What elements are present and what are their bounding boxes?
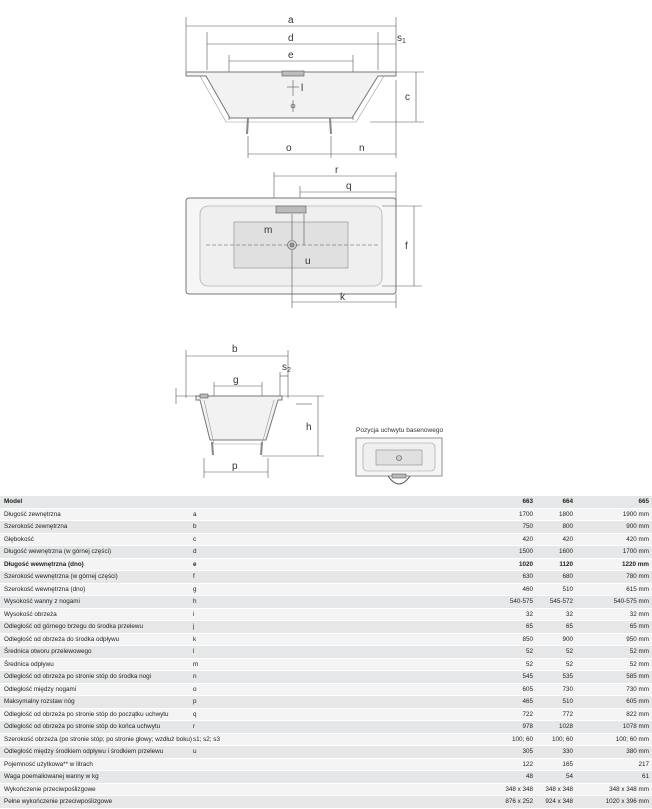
row-value-665: 1700 mm <box>573 546 652 559</box>
row-symbol: s1; s2; s3 <box>193 733 493 746</box>
label-s2: $s_2$ <box>282 362 291 374</box>
label-o: o <box>286 143 292 154</box>
row-name: Szerokość zewnętrzna <box>0 521 193 534</box>
row-value-663: 48 <box>493 771 533 784</box>
row-value-663: 750 <box>493 521 533 534</box>
row-name: Odległość od obrzeża po stronie stóp do początku uchwytu <box>0 708 193 721</box>
row-name: Szerokość wewnętrzna (w górnej części) <box>0 571 193 584</box>
row-value-664: 900 <box>533 633 573 646</box>
row-value-663: 850 <box>493 633 533 646</box>
row-symbol: r <box>193 721 493 734</box>
table-row <box>0 508 652 521</box>
row-value-664: 1120 <box>533 558 573 571</box>
handle-position-inset <box>356 438 442 484</box>
row-value-664: 100; 60 <box>533 733 573 746</box>
row-symbol: a <box>193 508 493 521</box>
row-value-665: 615 mm <box>573 583 652 596</box>
table-row <box>0 558 652 571</box>
row-value-665: 822 mm <box>573 708 652 721</box>
row-symbol: l <box>193 646 493 659</box>
row-value-665: 217 <box>573 758 652 771</box>
label-m: m <box>264 225 273 236</box>
row-value-664: 730 <box>533 683 573 696</box>
row-value-664: 52 <box>533 646 573 659</box>
row-symbol: j <box>193 621 493 634</box>
row-symbol: h <box>193 596 493 609</box>
row-name: Maksymalny rozstaw nóg <box>0 696 193 709</box>
row-name: Wysokość obrzeża <box>0 608 193 621</box>
row-value-663: 605 <box>493 683 533 696</box>
row-name: Wykończenie przeciwpoślizgowe <box>0 783 193 796</box>
label-q: q <box>346 181 352 192</box>
row-value-663: 32 <box>493 608 533 621</box>
row-symbol: d <box>193 546 493 559</box>
row-value-663: 420 <box>493 533 533 546</box>
row-name: Szerokość wewnętrzna (dno) <box>0 583 193 596</box>
row-symbol: o <box>193 683 493 696</box>
end-elevation-view <box>176 350 324 478</box>
label-s1: $s_1$ <box>397 33 406 45</box>
label-k: k <box>340 292 345 303</box>
table-row <box>0 533 652 546</box>
row-value-665: 730 mm <box>573 683 652 696</box>
row-name: Długość zewnętrzna <box>0 508 193 521</box>
row-value-664: 65 <box>533 621 573 634</box>
handle-position-caption: Pozycja uchwytu basenowego <box>356 427 444 434</box>
label-b: b <box>232 344 238 355</box>
row-value-665: 52 mm <box>573 646 652 659</box>
row-value-664: 1800 <box>533 508 573 521</box>
row-value-665: 1020 x 396 mm <box>573 796 652 809</box>
row-symbol <box>193 771 493 784</box>
row-value-665: 65 mm <box>573 621 652 634</box>
label-n: n <box>359 143 365 154</box>
row-value-664: 1600 <box>533 546 573 559</box>
row-name: Odległość między nogami <box>0 683 193 696</box>
label-c: c <box>405 92 410 103</box>
specification-table <box>0 496 652 809</box>
row-name: Wysokość wanny z nogami <box>0 596 193 609</box>
table-header-row <box>0 496 652 508</box>
table-row <box>0 796 652 809</box>
row-value-665: 61 <box>573 771 652 784</box>
row-value-663: 65 <box>493 621 533 634</box>
table-row <box>0 721 652 734</box>
row-name: Średnica otworu przelewowego <box>0 646 193 659</box>
row-symbol: k <box>193 633 493 646</box>
row-value-664: 924 x 348 <box>533 796 573 809</box>
row-symbol: u <box>193 746 493 759</box>
header-model-665: 665 <box>573 496 652 508</box>
row-value-663: 540-575 <box>493 596 533 609</box>
row-value-665: 950 mm <box>573 633 652 646</box>
table-row <box>0 633 652 646</box>
header-model-664: 664 <box>533 496 573 508</box>
table-row <box>0 608 652 621</box>
table-row <box>0 621 652 634</box>
table-row <box>0 521 652 534</box>
row-value-663: 1020 <box>493 558 533 571</box>
row-value-664: 772 <box>533 708 573 721</box>
row-name: Odległość od obrzeża po stronie stóp do końca uchwytu <box>0 721 193 734</box>
plan-view <box>186 172 422 308</box>
side-elevation-view <box>186 17 424 158</box>
table-row <box>0 683 652 696</box>
table-row <box>0 571 652 584</box>
row-symbol: p <box>193 696 493 709</box>
label-u: u <box>305 256 311 267</box>
label-a: a <box>288 15 294 26</box>
table-row <box>0 746 652 759</box>
label-g: g <box>233 375 239 386</box>
row-name: Szerokość obrzeża (po stronie stóp; po stronie głowy; wzdłuż boku) <box>0 733 193 746</box>
row-value-665: 780 mm <box>573 571 652 584</box>
row-value-663: 1500 <box>493 546 533 559</box>
row-name: Odległość od obrzeża po stronie stóp do środka nogi <box>0 671 193 684</box>
row-value-664: 348 x 348 <box>533 783 573 796</box>
row-value-663: 978 <box>493 721 533 734</box>
row-value-665: 1078 mm <box>573 721 652 734</box>
row-name: Waga poemaliowanej wanny w kg <box>0 771 193 784</box>
label-p: p <box>232 461 238 472</box>
row-value-663: 52 <box>493 658 533 671</box>
row-value-664: 52 <box>533 658 573 671</box>
label-d: d <box>288 33 294 44</box>
row-name: Odległość od obrzeża do środka odpływu <box>0 633 193 646</box>
label-r: r <box>335 165 339 176</box>
row-value-665: 605 mm <box>573 696 652 709</box>
row-value-664: 545-572 <box>533 596 573 609</box>
row-symbol: m <box>193 658 493 671</box>
table-row <box>0 646 652 659</box>
row-symbol <box>193 796 493 809</box>
row-symbol: b <box>193 521 493 534</box>
row-value-665: 380 mm <box>573 746 652 759</box>
row-symbol: i <box>193 608 493 621</box>
row-name: Średnica odpływu <box>0 658 193 671</box>
row-symbol <box>193 758 493 771</box>
row-value-665: 1220 mm <box>573 558 652 571</box>
row-value-663: 1700 <box>493 508 533 521</box>
table-row <box>0 596 652 609</box>
row-value-663: 630 <box>493 571 533 584</box>
label-l: l <box>301 83 304 94</box>
row-value-664: 32 <box>533 608 573 621</box>
row-value-664: 800 <box>533 521 573 534</box>
row-name: Odległość od górnego brzegu do środka przelewu <box>0 621 193 634</box>
row-name: Długość wewnętrzna (w górnej części) <box>0 546 193 559</box>
row-value-664: 165 <box>533 758 573 771</box>
table-row <box>0 658 652 671</box>
row-value-663: 722 <box>493 708 533 721</box>
label-f: f <box>405 241 408 252</box>
row-symbol: g <box>193 583 493 596</box>
label-h: h <box>306 422 312 433</box>
row-value-664: 420 <box>533 533 573 546</box>
header-model-663: 663 <box>493 496 533 508</box>
table-row <box>0 771 652 784</box>
row-symbol: c <box>193 533 493 546</box>
row-value-663: 465 <box>493 696 533 709</box>
table-row <box>0 708 652 721</box>
table-row <box>0 733 652 746</box>
table-row <box>0 583 652 596</box>
table-row <box>0 546 652 559</box>
row-value-664: 680 <box>533 571 573 584</box>
row-symbol: e <box>193 558 493 571</box>
row-value-663: 52 <box>493 646 533 659</box>
row-value-663: 348 x 348 <box>493 783 533 796</box>
table-row <box>0 783 652 796</box>
row-name: Pełne wykończenie przeciwpoślizgowe <box>0 796 193 809</box>
row-value-664: 1028 <box>533 721 573 734</box>
row-value-665: 420 mm <box>573 533 652 546</box>
row-name: Odległość między środkiem odpływu i środkiem przelewu <box>0 746 193 759</box>
row-name: Długość wewnętrzna (dno) <box>0 558 193 571</box>
row-value-665: 540-575 mm <box>573 596 652 609</box>
row-value-664: 510 <box>533 696 573 709</box>
table-row <box>0 671 652 684</box>
row-symbol: n <box>193 671 493 684</box>
row-value-663: 122 <box>493 758 533 771</box>
row-name: Pojemność użytkowa** w litrach <box>0 758 193 771</box>
row-value-663: 460 <box>493 583 533 596</box>
row-value-665: 52 mm <box>573 658 652 671</box>
row-symbol <box>193 783 493 796</box>
row-value-665: 900 mm <box>573 521 652 534</box>
label-e: e <box>288 50 294 61</box>
row-value-663: 876 x 252 <box>493 796 533 809</box>
row-value-665: 32 mm <box>573 608 652 621</box>
row-name: Głębokość <box>0 533 193 546</box>
table-row <box>0 696 652 709</box>
row-value-664: 535 <box>533 671 573 684</box>
header-model: Model <box>0 496 193 508</box>
row-symbol: q <box>193 708 493 721</box>
row-value-664: 330 <box>533 746 573 759</box>
row-value-665: 1900 mm <box>573 508 652 521</box>
row-value-663: 545 <box>493 671 533 684</box>
row-symbol: f <box>193 571 493 584</box>
row-value-665: 585 mm <box>573 671 652 684</box>
row-value-663: 100; 60 <box>493 733 533 746</box>
row-value-665: 100; 60 mm <box>573 733 652 746</box>
row-value-663: 305 <box>493 746 533 759</box>
row-value-664: 54 <box>533 771 573 784</box>
row-value-665: 348 x 348 mm <box>573 783 652 796</box>
row-value-664: 510 <box>533 583 573 596</box>
table-row <box>0 758 652 771</box>
